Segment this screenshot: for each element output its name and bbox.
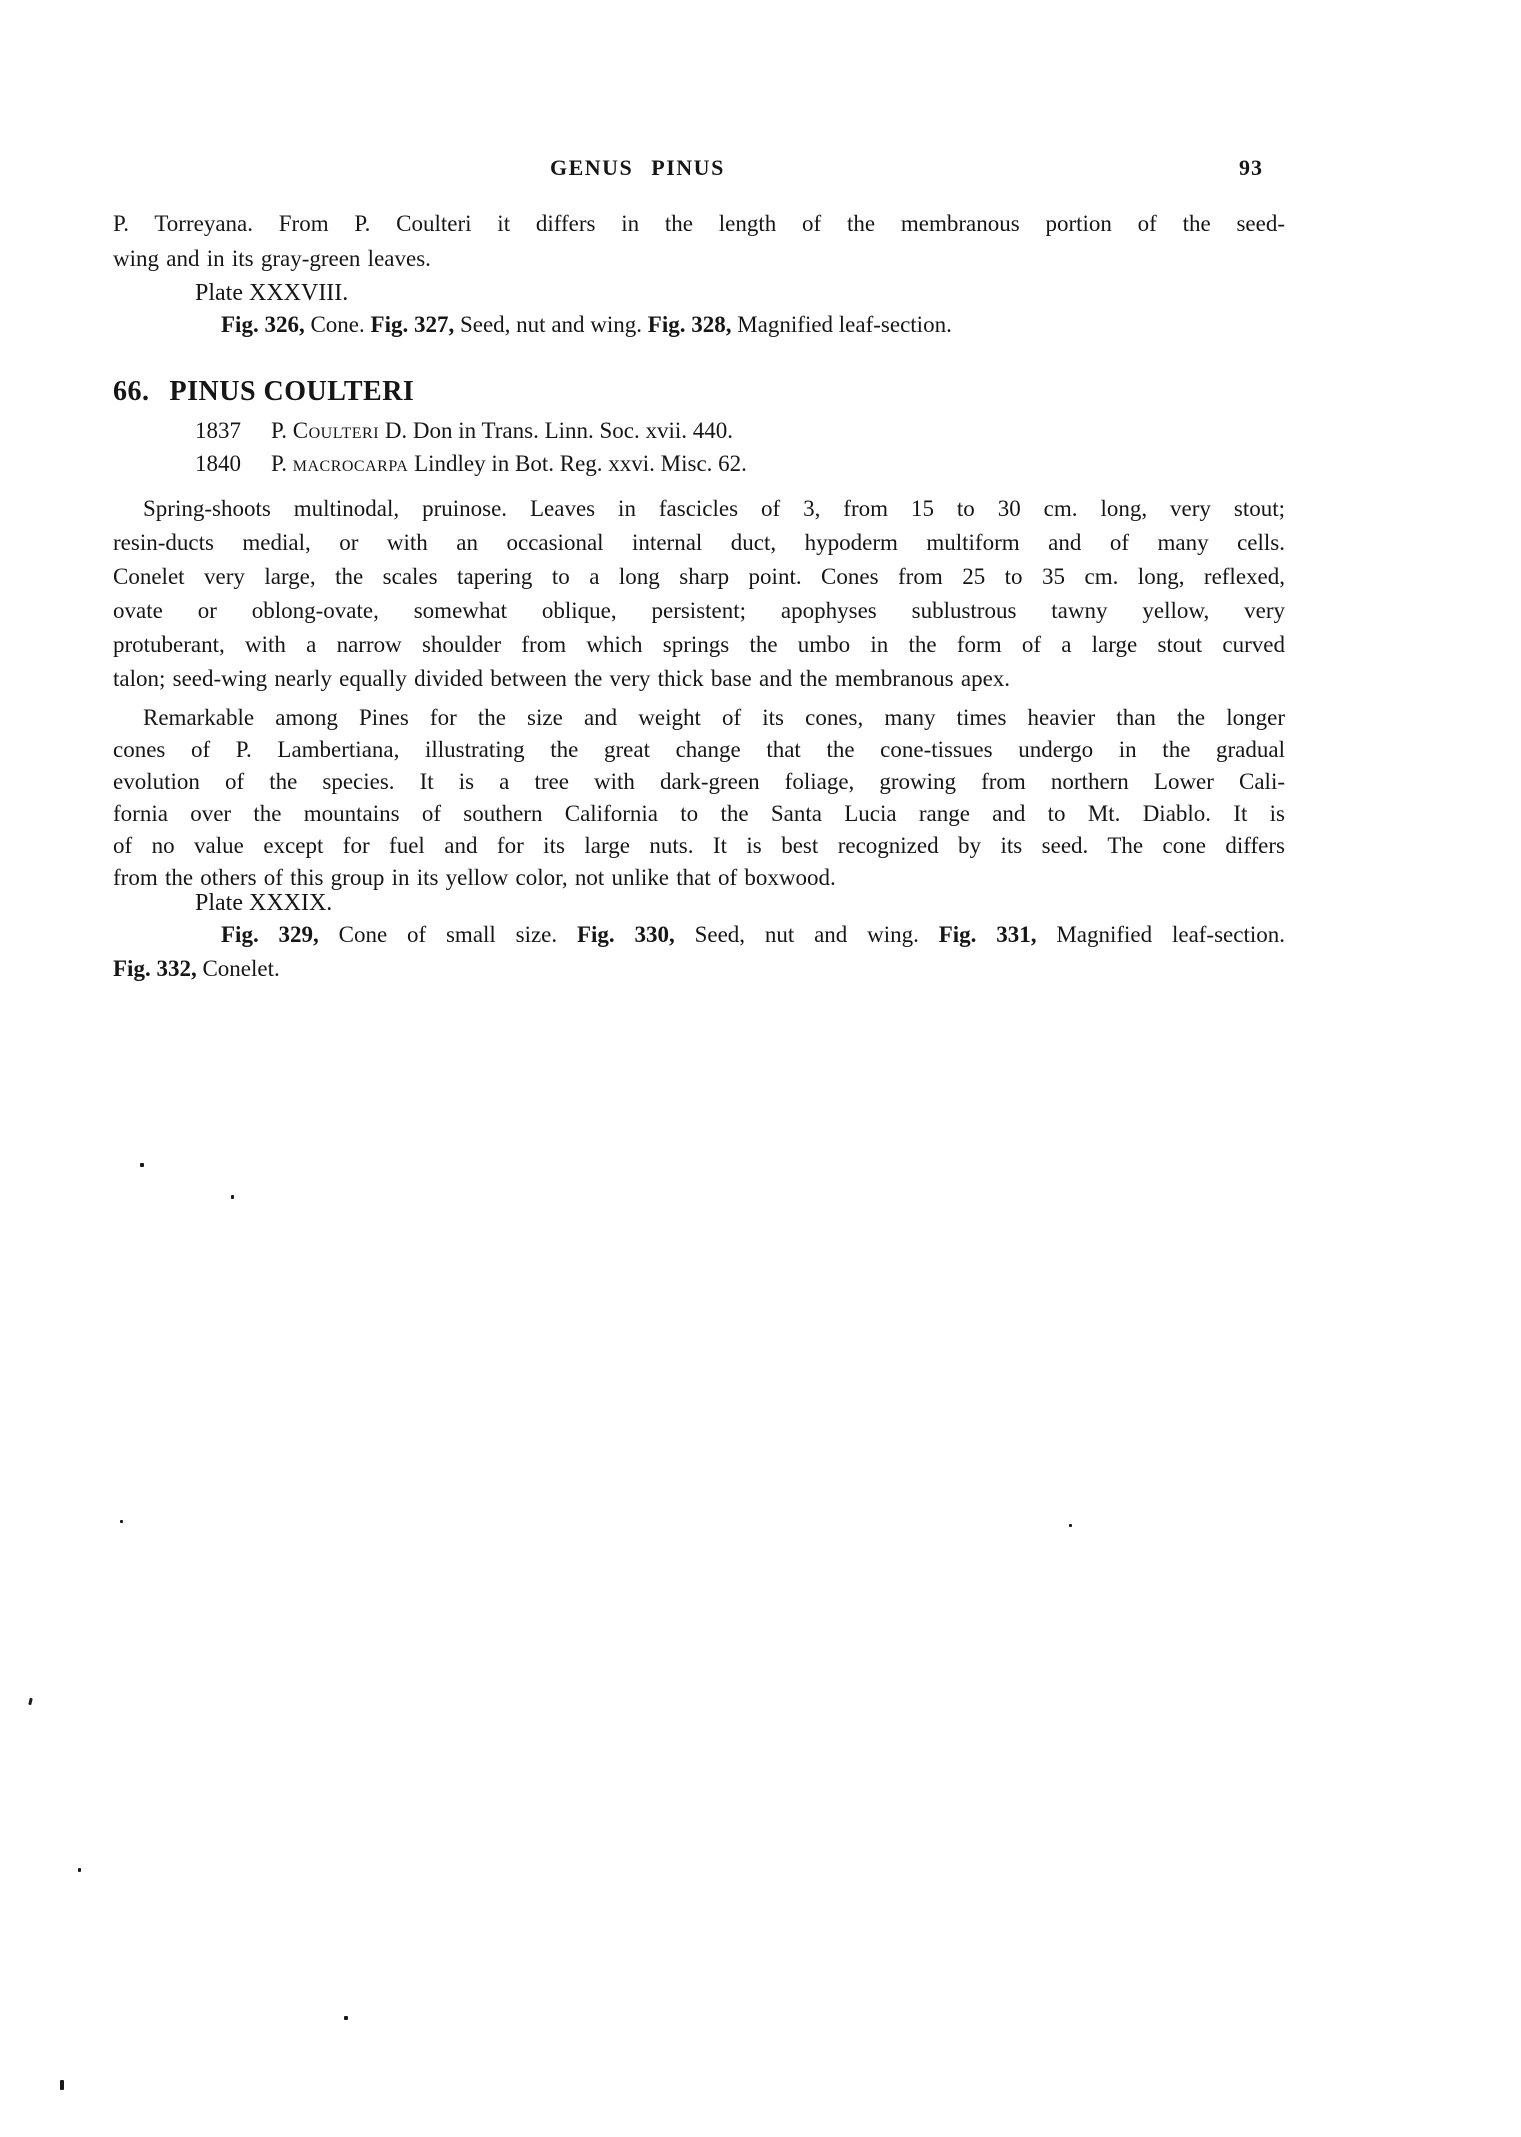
ink-speck — [60, 2080, 64, 2090]
remarks-line: from the others of this group in its yellow color, not unlike that of boxwood. — [113, 865, 836, 890]
ink-speck — [28, 1698, 33, 1706]
page-number: 93 — [1239, 155, 1263, 180]
ink-speck — [78, 1868, 81, 1872]
running-head-title: GENUS PINUS — [550, 155, 725, 180]
description-line: ovate or oblong-ovate, somewhat oblique, persistent; apophyses sublustrous tawny yellow, very — [113, 598, 1285, 623]
description-line: resin-ducts medial, or with an occasional internal duct, hypoderm multiform and of many cells. — [113, 530, 1285, 555]
description-line: Conelet very large, the scales tapering to a long sharp point. Cones from 25 to 35 cm. long, reflexed, — [113, 564, 1285, 589]
plate-ref-xxxviii — [113, 276, 1285, 310]
remarks-line: cones of P. Lambertiana, illustrating the great change that the cone-tissues undergo in the gradual — [113, 737, 1285, 762]
remarks-paragraph — [113, 702, 1285, 894]
description-line: Spring-shoots multinodal, pruinose. Leaves in fascicles of 3, from 15 to 30 cm. long, very stout; — [143, 496, 1285, 521]
species-name: PINUS COULTERI — [169, 376, 415, 407]
ink-speck — [344, 2016, 348, 2020]
remarks-line: evolution of the species. It is a tree with dark-green foliage, growing from northern Lower Cali- — [113, 769, 1285, 794]
intro-paragraph — [113, 206, 1285, 276]
figure-caption-line: Fig. 332, Conelet. — [113, 956, 280, 981]
figure-captions-plate-xxxviii — [113, 308, 1285, 342]
ink-speck — [140, 1163, 144, 1167]
remarks-line: Remarkable among Pines for the size and weight of its cones, many times heavier than the longer — [143, 705, 1285, 730]
figure-caption-line: Fig. 329, Cone of small size. Fig. 330, Seed, nut and wing. Fig. 331, Magnified leaf-section. — [221, 922, 1285, 947]
intro-line: P. Torreyana. From P. Coulteri it differs in the length of the membranous portion of the seed- — [113, 211, 1285, 236]
description-line: talon; seed-wing nearly equally divided between the very thick base and the membranous apex. — [113, 666, 1011, 691]
species-number: 66. — [113, 376, 150, 407]
plate-label: Plate XXXVIII. — [195, 280, 349, 306]
running-head — [113, 150, 1285, 186]
species-heading — [113, 374, 1285, 410]
intro-line: wing and in its gray-green leaves. — [113, 246, 431, 271]
plate-label: Plate XXXIX. — [195, 890, 333, 916]
description-paragraph — [113, 492, 1285, 696]
ink-speck — [120, 1520, 123, 1523]
synonymy-entry-1840 — [113, 447, 1285, 480]
synonymy-entry-1837 — [113, 414, 1285, 447]
figure-caption-line: Fig. 326, Cone. Fig. 327, Seed, nut and wing. Fig. 328, Magnified leaf-section. — [221, 312, 952, 337]
ink-speck — [231, 1195, 234, 1199]
text-column — [113, 0, 1285, 2137]
synonymy-line: 1837 P. Coulteri D. Don in Trans. Linn. Soc. xvii. 440. — [195, 418, 734, 443]
remarks-line: of no value except for fuel and for its large nuts. It is best recognized by its seed. The cone differs — [113, 833, 1285, 858]
description-line: protuberant, with a narrow shoulder from which springs the umbo in the form of a large stout curved — [113, 632, 1285, 657]
plate-ref-xxxix — [113, 886, 1285, 920]
synonymy-line: 1840 P. macrocarpa Lindley in Bot. Reg. xxvi. Misc. 62. — [195, 451, 747, 476]
remarks-line: fornia over the mountains of southern California to the Santa Lucia range and to Mt. Diablo. It is — [113, 801, 1285, 826]
figure-captions-plate-xxxix — [113, 918, 1285, 986]
ink-speck — [1069, 1524, 1072, 1527]
